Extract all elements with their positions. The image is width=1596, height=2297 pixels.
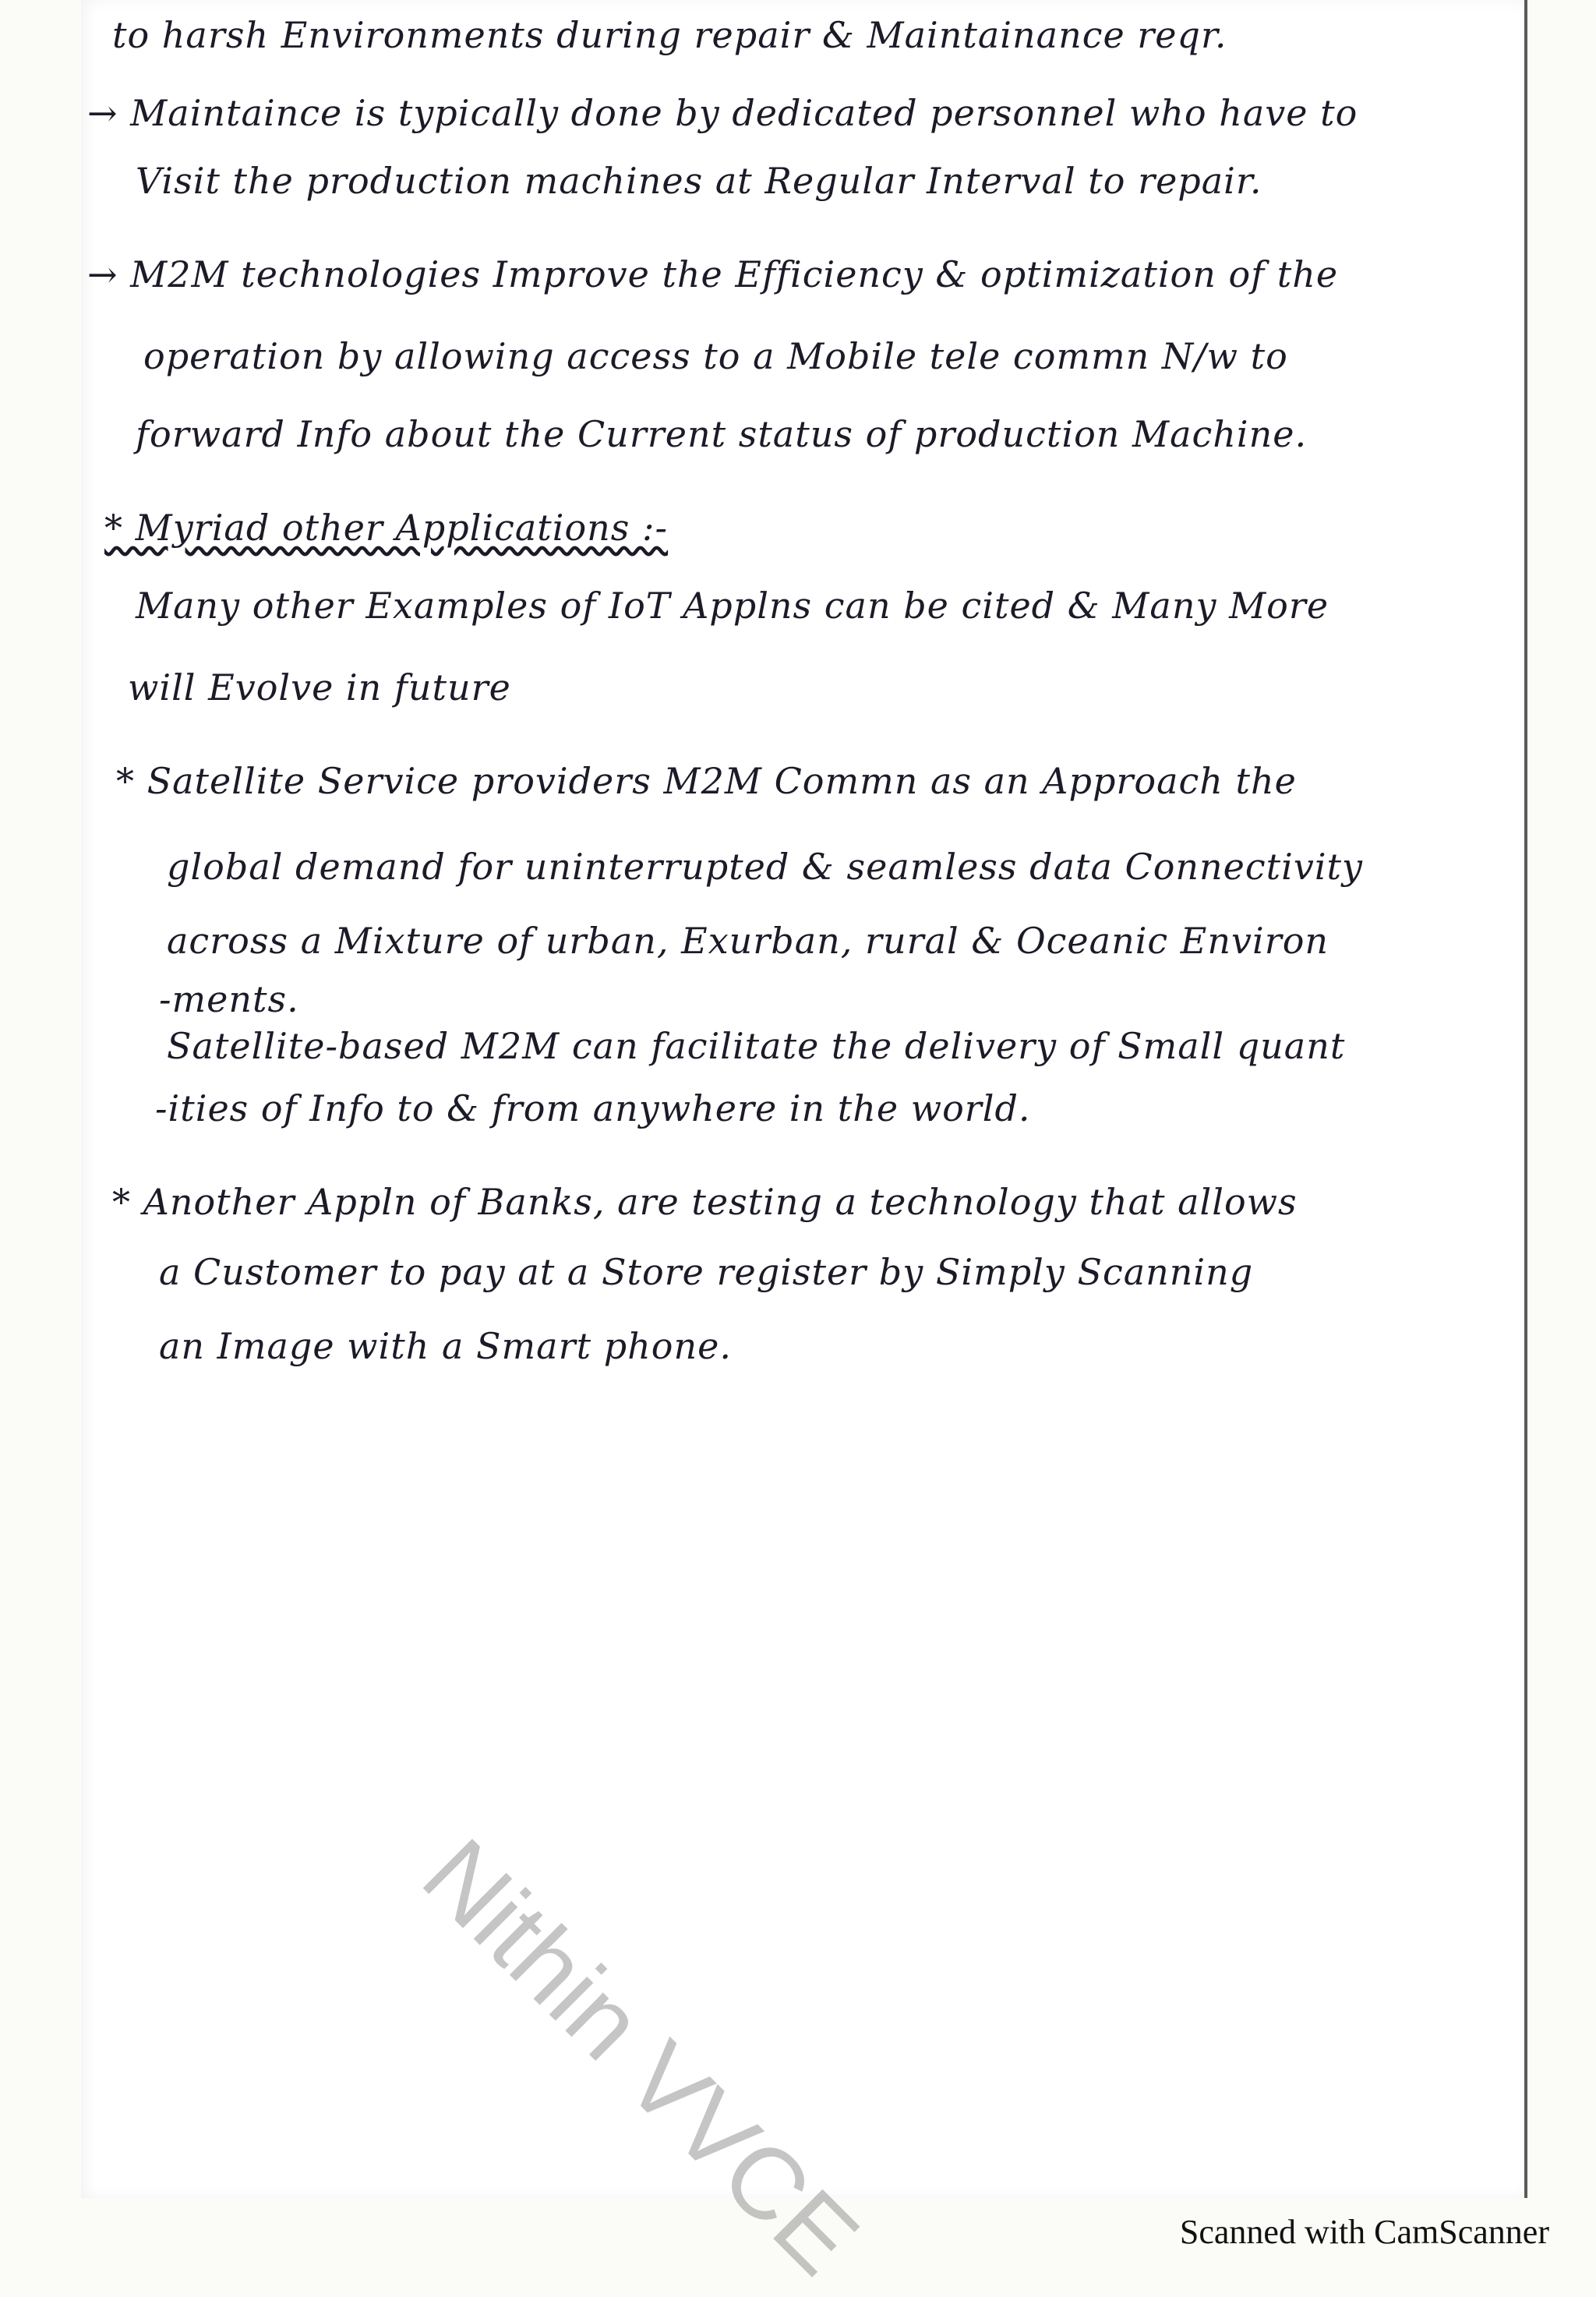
note-line: * Another Appln of Banks, are testing a technology that allows xyxy=(112,1181,1298,1223)
note-line: Many other Examples of IoT Applns can be cited & Many More xyxy=(136,585,1329,627)
section-heading: * Myriad other Applications :- xyxy=(104,507,669,549)
note-line: global demand for uninterrupted & seamless data Connectivity xyxy=(167,846,1364,888)
note-line: across a Mixture of urban, Exurban, rural & Oceanic Environ xyxy=(167,920,1329,962)
note-line: -ments. xyxy=(159,978,299,1020)
note-line: → M2M technologies Improve the Efficiency & optimization of the xyxy=(87,253,1339,295)
note-line: a Customer to pay at a Store register by Simply Scanning xyxy=(159,1251,1254,1293)
note-line: will Evolve in future xyxy=(128,666,511,709)
scanner-footer: Scanned with CamScanner xyxy=(1179,2213,1549,2251)
note-line: an Image with a Smart phone. xyxy=(159,1325,732,1367)
note-line: Visit the production machines at Regular Interval to repair. xyxy=(136,160,1262,202)
note-line: Satellite-based M2M can facilitate the delivery of Small quant xyxy=(167,1025,1346,1067)
note-line: → Maintaince is typically done by dedicated personnel who have to xyxy=(87,92,1358,134)
handwritten-notes xyxy=(81,0,1524,2198)
watermark: Nithin VVCE xyxy=(401,1817,881,2296)
note-line: to harsh Environments during repair & Maintainance reqr. xyxy=(112,14,1227,56)
note-line: forward Info about the Current status of production Machine. xyxy=(136,413,1308,455)
note-line: operation by allowing access to a Mobile tele commn N/w to xyxy=(143,335,1288,377)
note-line: * Satellite Service providers M2M Commn as an Approach the xyxy=(116,760,1297,802)
note-line: -ities of Info to & from anywhere in the world. xyxy=(155,1087,1031,1129)
